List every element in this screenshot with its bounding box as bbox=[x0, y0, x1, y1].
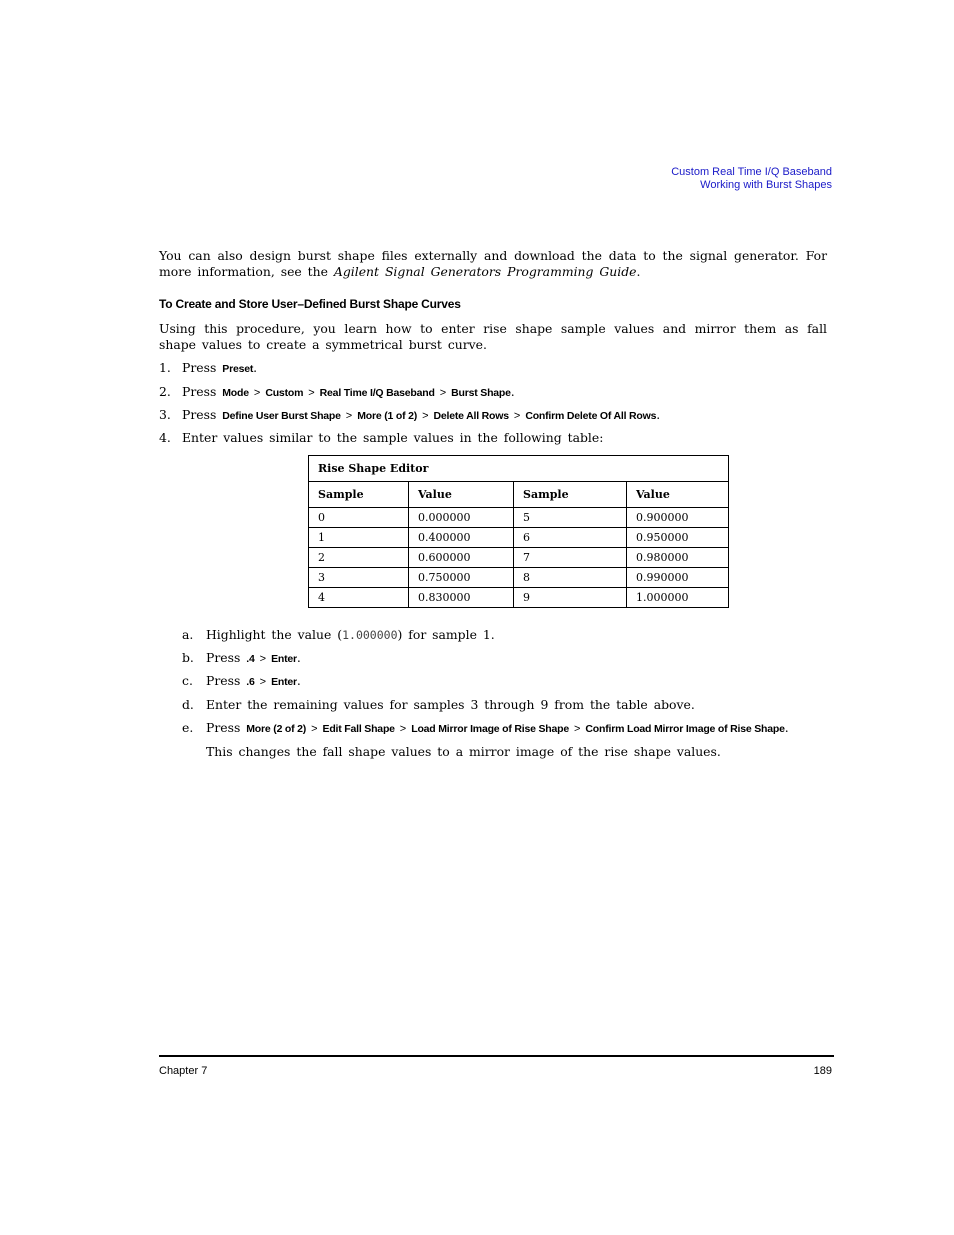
table-cell: 6 bbox=[514, 528, 627, 548]
intro-paragraph bbox=[159, 248, 827, 280]
key-edit-fall-shape: Edit Fall Shape bbox=[322, 723, 395, 735]
substep-c bbox=[182, 673, 301, 690]
period: . bbox=[784, 720, 789, 735]
step-2 bbox=[159, 384, 515, 401]
step-text: Enter values similar to the sample values in the following table: bbox=[182, 430, 604, 445]
intro-end: . bbox=[636, 264, 641, 279]
table-row bbox=[309, 568, 729, 588]
key-load-mirror-image: Load Mirror Image of Rise Shape bbox=[411, 723, 569, 735]
table-cell: 0.000000 bbox=[409, 508, 514, 528]
substep-d bbox=[182, 697, 695, 713]
table-row bbox=[309, 588, 729, 608]
key-point-4: .4 bbox=[246, 653, 255, 665]
substep-a bbox=[182, 627, 495, 643]
table-cell: 1.000000 bbox=[627, 588, 729, 608]
header-section-title: Working with Burst Shapes bbox=[700, 179, 832, 191]
table-cell: 0.600000 bbox=[409, 548, 514, 568]
page-number: 189 bbox=[813, 1065, 832, 1077]
key-real-time-iq-baseband: Real Time I/Q Baseband bbox=[319, 387, 435, 399]
intro-text: You can also design burst shape files externally and download the data to the signal generator. For more information, see the bbox=[159, 248, 827, 279]
footer-chapter: Chapter 7 bbox=[159, 1065, 208, 1077]
period: . bbox=[296, 650, 301, 665]
table-title: Rise Shape Editor bbox=[309, 456, 729, 482]
substep-e bbox=[182, 720, 789, 737]
table-cell: 0.900000 bbox=[627, 508, 729, 528]
separator: > bbox=[259, 676, 267, 688]
substep-letter: b. bbox=[182, 650, 194, 665]
table-cell: 3 bbox=[309, 568, 409, 588]
step-text: Press bbox=[182, 407, 217, 422]
key-confirm-load-mirror-image: Confirm Load Mirror Image of Rise Shape bbox=[585, 723, 785, 735]
key-enter: Enter bbox=[271, 653, 297, 665]
step-4 bbox=[159, 430, 603, 446]
separator: > bbox=[345, 410, 353, 422]
table-cell: 0.980000 bbox=[627, 548, 729, 568]
table-cell: 9 bbox=[514, 588, 627, 608]
table-cell: 0.950000 bbox=[627, 528, 729, 548]
step-number: 1. bbox=[159, 360, 171, 375]
footer-divider bbox=[159, 1055, 834, 1057]
step-number: 4. bbox=[159, 430, 171, 445]
table-cell: 8 bbox=[514, 568, 627, 588]
separator: > bbox=[311, 723, 318, 735]
key-delete-all-rows: Delete All Rows bbox=[433, 410, 509, 422]
separator: > bbox=[308, 387, 315, 399]
running-header bbox=[671, 166, 832, 192]
substep-text: ) for sample 1. bbox=[397, 627, 495, 642]
table-cell: 0 bbox=[309, 508, 409, 528]
separator: > bbox=[573, 723, 581, 735]
period: . bbox=[296, 673, 301, 688]
header-chapter-title: Custom Real Time I/Q Baseband bbox=[671, 166, 832, 178]
substep-text: Press bbox=[206, 650, 241, 665]
substep-text: Enter the remaining values for samples 3 through 9 from the table above. bbox=[206, 697, 695, 712]
step-3 bbox=[159, 407, 660, 424]
substep-b bbox=[182, 650, 301, 667]
period: . bbox=[253, 360, 258, 375]
separator: > bbox=[513, 410, 521, 422]
step-1 bbox=[159, 360, 257, 377]
closing-note: This changes the fall shape values to a mirror image of the rise shape values. bbox=[206, 744, 721, 759]
period: . bbox=[656, 407, 661, 422]
step-number: 3. bbox=[159, 407, 171, 422]
key-mode: Mode bbox=[222, 387, 249, 399]
substep-text: Highlight the value ( bbox=[206, 627, 343, 642]
table-header-row bbox=[309, 482, 729, 508]
table-cell: 0.830000 bbox=[409, 588, 514, 608]
separator: > bbox=[439, 387, 447, 399]
key-custom: Custom bbox=[265, 387, 304, 399]
separator: > bbox=[259, 653, 267, 665]
separator: > bbox=[253, 387, 261, 399]
separator: > bbox=[422, 410, 429, 422]
substep-letter: a. bbox=[182, 627, 194, 642]
period: . bbox=[510, 384, 515, 399]
guide-title: Agilent Signal Generators Programming Guide bbox=[333, 264, 637, 279]
table-cell: 0.750000 bbox=[409, 568, 514, 588]
key-enter: Enter bbox=[271, 676, 297, 688]
key-point-6: .6 bbox=[246, 676, 255, 688]
step-text: Press bbox=[182, 360, 217, 375]
table-cell: 0.400000 bbox=[409, 528, 514, 548]
separator: > bbox=[399, 723, 407, 735]
column-header: Sample bbox=[514, 482, 627, 508]
substep-letter: d. bbox=[182, 697, 194, 712]
table-cell: 0.990000 bbox=[627, 568, 729, 588]
key-more-1-of-2: More (1 of 2) bbox=[357, 410, 418, 422]
key-confirm-delete-all-rows: Confirm Delete Of All Rows bbox=[525, 410, 657, 422]
key-define-user-burst-shape: Define User Burst Shape bbox=[222, 410, 341, 422]
table-cell: 4 bbox=[309, 588, 409, 608]
table-cell: 1 bbox=[309, 528, 409, 548]
rise-shape-editor-table bbox=[308, 455, 729, 608]
step-number: 2. bbox=[159, 384, 171, 399]
column-header: Value bbox=[409, 482, 514, 508]
value-literal: 1.000000 bbox=[342, 628, 398, 642]
table-cell: 5 bbox=[514, 508, 627, 528]
section-heading: To Create and Store User–Defined Burst Shape Curves bbox=[159, 297, 461, 311]
column-header: Sample bbox=[309, 482, 409, 508]
table-row bbox=[309, 528, 729, 548]
column-header: Value bbox=[627, 482, 729, 508]
key-more-2-of-2: More (2 of 2) bbox=[246, 723, 307, 735]
substep-letter: e. bbox=[182, 720, 194, 735]
procedure-intro: Using this procedure, you learn how to enter rise shape sample values and mirror them as fall shape values to create a symmetrical burst curve. bbox=[159, 321, 827, 352]
table-row bbox=[309, 548, 729, 568]
table-cell: 2 bbox=[309, 548, 409, 568]
substep-letter: c. bbox=[182, 673, 193, 688]
table-cell: 7 bbox=[514, 548, 627, 568]
substep-text: Press bbox=[206, 673, 241, 688]
substep-text: Press bbox=[206, 720, 241, 735]
key-preset: Preset bbox=[222, 363, 254, 375]
table-row bbox=[309, 508, 729, 528]
key-burst-shape: Burst Shape bbox=[451, 387, 511, 399]
step-text: Press bbox=[182, 384, 217, 399]
